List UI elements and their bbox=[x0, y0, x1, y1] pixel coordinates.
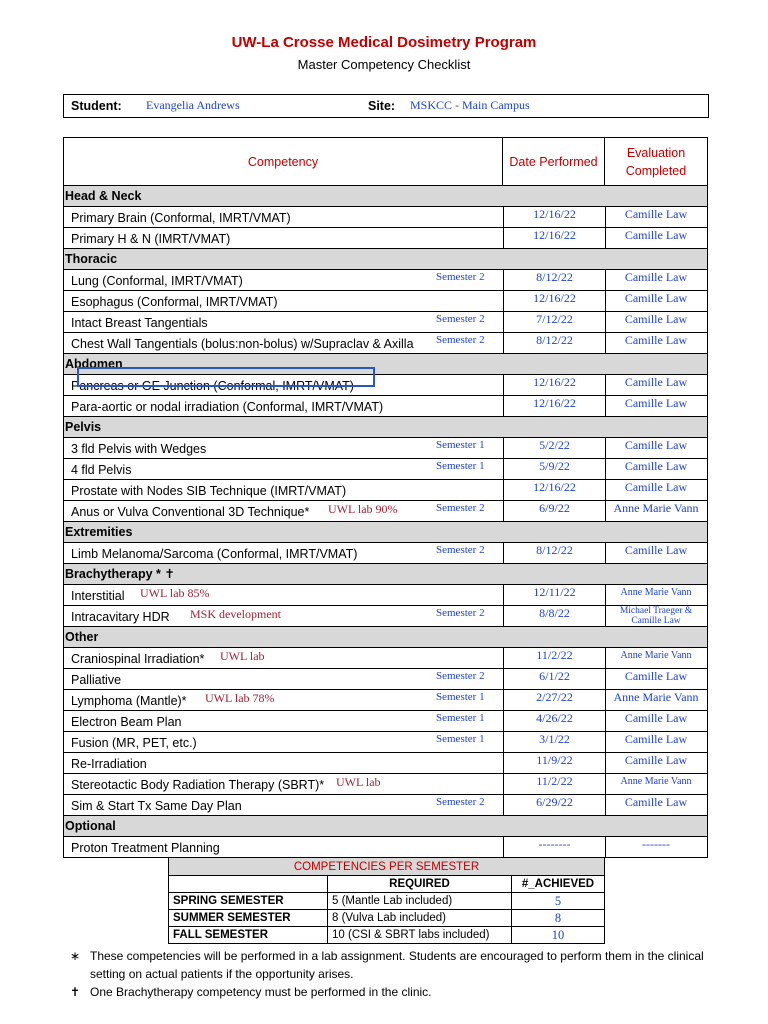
table-row bbox=[64, 606, 707, 627]
date-performed: 12/16/22 bbox=[503, 207, 606, 227]
footnote-brachy bbox=[70, 983, 730, 1001]
section-header: Brachytherapy * ✝ bbox=[64, 564, 707, 585]
competency-name: Proton Treatment Planning bbox=[71, 841, 220, 855]
table-row bbox=[169, 910, 605, 927]
competency-name: Prostate with Nodes SIB Technique (IMRT/VMAT) bbox=[71, 484, 347, 498]
semester-tag: Semester 1 bbox=[436, 691, 485, 703]
evaluator: Camille Law bbox=[624, 459, 688, 473]
competency-name: Intracavitary HDR bbox=[71, 610, 170, 624]
date-performed: 3/1/22 bbox=[503, 732, 606, 752]
section-header: Optional bbox=[64, 816, 707, 837]
semester-achieved: 8 bbox=[512, 910, 605, 927]
date-performed: 12/16/22 bbox=[503, 480, 606, 500]
evaluator: Anne Marie Vann bbox=[620, 587, 692, 598]
table-header bbox=[64, 138, 707, 186]
evaluator: Camille Law bbox=[624, 438, 688, 452]
table-row bbox=[169, 927, 605, 944]
competency-name: Chest Wall Tangentials (bolus:non-bolus) w/Supraclav & Axilla bbox=[71, 337, 414, 351]
evaluator: Camille Law bbox=[624, 795, 688, 809]
competency-note: UWL lab 90% bbox=[328, 502, 398, 516]
date-performed: 11/2/22 bbox=[503, 774, 606, 794]
competency-name: Re-Irradiation bbox=[71, 757, 147, 771]
competency-name: Para-aortic or nodal irradiation (Conformal, IMRT/VMAT) bbox=[71, 400, 384, 414]
evaluator: Camille Law bbox=[624, 375, 688, 389]
semester-tag: Semester 1 bbox=[436, 733, 485, 745]
date-performed: 2/27/22 bbox=[503, 690, 606, 710]
date-performed: 8/12/22 bbox=[503, 270, 606, 290]
table-row bbox=[64, 312, 707, 333]
date-performed: 6/29/22 bbox=[503, 795, 606, 815]
site-value: MSKCC - Main Campus bbox=[410, 98, 530, 112]
semester-tag: Semester 2 bbox=[436, 334, 485, 346]
competency-name: Craniospinal Irradiation* bbox=[71, 652, 205, 666]
section-header: Head & Neck bbox=[64, 186, 707, 207]
site-label: Site: bbox=[368, 99, 396, 113]
competency-name: Palliative bbox=[71, 673, 122, 687]
table-row bbox=[64, 228, 707, 249]
table-row bbox=[64, 648, 707, 669]
semester-required: 5 (Mantle Lab included) bbox=[328, 893, 512, 910]
table-row bbox=[64, 459, 707, 480]
competency-name: Lung (Conformal, IMRT/VMAT) bbox=[71, 274, 243, 288]
semester-name: FALL SEMESTER bbox=[169, 927, 328, 944]
evaluator: Anne Marie Vann bbox=[620, 650, 692, 661]
header-competency: Competency bbox=[64, 138, 503, 185]
table-row bbox=[64, 795, 707, 816]
semester-tag: Semester 2 bbox=[436, 313, 485, 325]
footnote-lab bbox=[70, 947, 730, 983]
competency-table bbox=[63, 137, 708, 858]
section-header: Thoracic bbox=[64, 249, 707, 270]
semester-achieved: 5 bbox=[512, 893, 605, 910]
competency-name: Stereotactic Body Radiation Therapy (SBRT)* bbox=[71, 778, 325, 792]
table-row bbox=[64, 480, 707, 501]
competency-note: UWL lab bbox=[220, 649, 265, 663]
competency-name: Lymphoma (Mantle)* bbox=[71, 694, 187, 708]
date-performed: 5/2/22 bbox=[503, 438, 606, 458]
evaluator: Camille Law bbox=[624, 543, 688, 557]
competency-note: UWL lab bbox=[336, 775, 381, 789]
document-title: UW-La Crosse Medical Dosimetry Program bbox=[231, 34, 537, 51]
date-performed: 12/16/22 bbox=[503, 291, 606, 311]
competency-name: Limb Melanoma/Sarcoma (Conformal, IMRT/VMAT) bbox=[71, 547, 358, 561]
date-performed: 6/1/22 bbox=[503, 669, 606, 689]
table-row bbox=[64, 774, 707, 795]
table-row bbox=[64, 375, 707, 396]
table-row bbox=[64, 270, 707, 291]
table-row bbox=[64, 669, 707, 690]
table-row bbox=[64, 732, 707, 753]
col-required: REQUIRED bbox=[328, 876, 512, 893]
evaluator: Camille Law bbox=[624, 711, 688, 725]
evaluator: Anne Marie Vann bbox=[620, 776, 692, 787]
header-evaluation-completed: Evaluation Completed bbox=[625, 145, 687, 178]
evaluator: Camille Law bbox=[624, 753, 688, 767]
date-performed: 7/12/22 bbox=[503, 312, 606, 332]
date-performed: 6/9/22 bbox=[503, 501, 606, 521]
section-header: Extremities bbox=[64, 522, 707, 543]
evaluator: Camille Law bbox=[624, 396, 688, 410]
semester-required: 8 (Vulva Lab included) bbox=[328, 910, 512, 927]
header-date-performed: Date Performed bbox=[503, 138, 605, 185]
section-header: Abdomen bbox=[64, 354, 707, 375]
evaluator: Camille Law bbox=[624, 480, 688, 494]
table-row bbox=[64, 711, 707, 732]
asterisk-icon: ∗ bbox=[70, 949, 81, 963]
evaluator: Michael Traeger & Camille Law bbox=[619, 606, 693, 626]
semester-required: 10 (CSI & SBRT labs included) bbox=[328, 927, 512, 944]
table-row bbox=[64, 753, 707, 774]
date-performed: 8/8/22 bbox=[503, 606, 606, 626]
section-header: Other bbox=[64, 627, 707, 648]
table-row bbox=[64, 585, 707, 606]
student-value: Evangelia Andrews bbox=[146, 98, 240, 112]
semester-name: SPRING SEMESTER bbox=[169, 893, 328, 910]
table-row bbox=[64, 543, 707, 564]
semester-table bbox=[168, 857, 605, 944]
footnote-text: These competencies will be performed in a lab assignment. Students are encouraged to perform them in the clinical setting on actual patients if the opportunity arises. bbox=[90, 949, 704, 981]
semester-name: SUMMER SEMESTER bbox=[169, 910, 328, 927]
evaluator: Camille Law bbox=[624, 291, 688, 305]
date-performed: 12/11/22 bbox=[503, 585, 606, 605]
semester-tag: Semester 2 bbox=[436, 607, 485, 619]
footnote-text: One Brachytherapy competency must be performed in the clinic. bbox=[90, 985, 432, 999]
table-row bbox=[64, 333, 707, 354]
competency-note: UWL lab 78% bbox=[205, 691, 275, 705]
table-row bbox=[64, 501, 707, 522]
table-row bbox=[64, 207, 707, 228]
semester-tag: Semester 1 bbox=[436, 712, 485, 724]
competency-name: Electron Beam Plan bbox=[71, 715, 182, 729]
evaluator: Camille Law bbox=[624, 669, 688, 683]
semester-tag: Semester 2 bbox=[436, 670, 485, 682]
date-performed: -------- bbox=[503, 837, 606, 857]
table-row bbox=[64, 438, 707, 459]
competency-name: Primary H & N (IMRT/VMAT) bbox=[71, 232, 231, 246]
evaluator: Camille Law bbox=[624, 228, 688, 242]
date-performed: 5/9/22 bbox=[503, 459, 606, 479]
semester-tag: Semester 2 bbox=[436, 796, 485, 808]
semester-tag: Semester 2 bbox=[436, 502, 485, 514]
semester-table-caption: COMPETENCIES PER SEMESTER bbox=[169, 858, 605, 876]
table-row bbox=[64, 837, 707, 857]
evaluator: Anne Marie Vann bbox=[613, 501, 699, 515]
semester-tag: Semester 2 bbox=[436, 544, 485, 556]
competency-name: Pancreas or GE Junction (Conformal, IMRT/VMAT) bbox=[71, 379, 354, 393]
evaluator: Camille Law bbox=[624, 312, 688, 326]
date-performed: 11/9/22 bbox=[503, 753, 606, 773]
evaluator: Camille Law bbox=[624, 207, 688, 221]
date-performed: 4/26/22 bbox=[503, 711, 606, 731]
competency-note: MSK development bbox=[190, 607, 281, 621]
evaluator: Anne Marie Vann bbox=[613, 690, 699, 704]
semester-tag: Semester 2 bbox=[436, 271, 485, 283]
date-performed: 12/16/22 bbox=[503, 375, 606, 395]
semester-achieved: 10 bbox=[512, 927, 605, 944]
competency-name: Anus or Vulva Conventional 3D Technique* bbox=[71, 505, 310, 519]
competency-note: UWL lab 85% bbox=[140, 586, 210, 600]
table-row bbox=[64, 291, 707, 312]
competency-name: 3 fld Pelvis with Wedges bbox=[71, 442, 207, 456]
evaluator: Camille Law bbox=[624, 732, 688, 746]
cross-icon: ✝ bbox=[70, 985, 81, 999]
competency-name: Esophagus (Conformal, IMRT/VMAT) bbox=[71, 295, 278, 309]
semester-tag: Semester 1 bbox=[436, 439, 485, 451]
evaluator: Camille Law bbox=[624, 270, 688, 284]
student-label: Student: bbox=[71, 99, 122, 113]
date-performed: 11/2/22 bbox=[503, 648, 606, 668]
competency-name: Intact Breast Tangentials bbox=[71, 316, 208, 330]
competency-name: Sim & Start Tx Same Day Plan bbox=[71, 799, 242, 813]
competency-name: 4 fld Pelvis bbox=[71, 463, 132, 477]
table-row bbox=[169, 893, 605, 910]
date-performed: 8/12/22 bbox=[503, 543, 606, 563]
evaluator: ------- bbox=[642, 837, 670, 851]
competency-name: Fusion (MR, PET, etc.) bbox=[71, 736, 197, 750]
semester-tag: Semester 1 bbox=[436, 460, 485, 472]
date-performed: 12/16/22 bbox=[503, 396, 606, 416]
table-row bbox=[64, 690, 707, 711]
competency-name: Interstitial bbox=[71, 589, 125, 603]
student-info-box bbox=[63, 94, 709, 118]
section-header: Pelvis bbox=[64, 417, 707, 438]
competency-name: Primary Brain (Conformal, IMRT/VMAT) bbox=[71, 211, 291, 225]
evaluator: Camille Law bbox=[624, 333, 688, 347]
date-performed: 12/16/22 bbox=[503, 228, 606, 248]
table-row bbox=[64, 396, 707, 417]
document-subtitle: Master Competency Checklist bbox=[297, 57, 471, 72]
col-achieved: #_ACHIEVED bbox=[512, 876, 605, 893]
date-performed: 8/12/22 bbox=[503, 333, 606, 353]
